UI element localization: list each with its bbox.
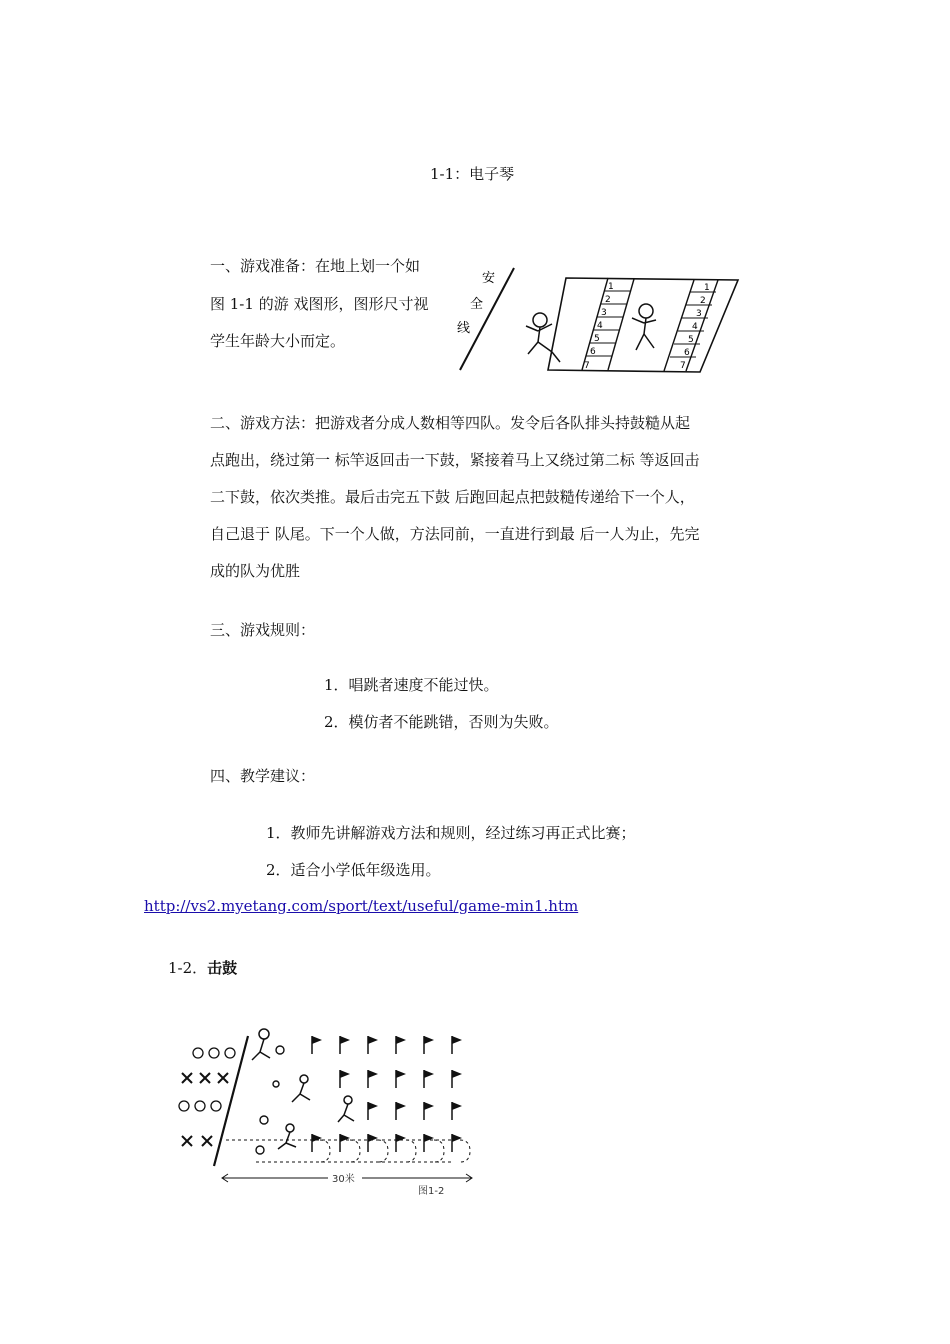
game2-heading xyxy=(168,958,237,978)
rule-1: 1．唱跳者速度不能过快。 xyxy=(324,676,499,694)
team-crosses-row-4 xyxy=(182,1136,212,1146)
flag-marker xyxy=(396,1036,406,1044)
child-figure-right xyxy=(632,304,656,350)
section1-line1: 一、游戏准备：在地上划一个如 xyxy=(210,257,421,275)
flag-marker xyxy=(368,1134,378,1142)
turn-loops xyxy=(320,1140,470,1162)
figure2-caption: 图1-2 xyxy=(418,1186,445,1197)
flag-marker xyxy=(424,1134,434,1142)
right-number-5: 5 xyxy=(688,335,694,345)
safety-label-char-2: 全 xyxy=(470,297,484,312)
right-number-4: 4 xyxy=(692,322,698,332)
right-number-7: 7 xyxy=(680,361,686,371)
game2-number: 1-2． xyxy=(168,959,208,977)
left-number-7: 7 xyxy=(584,361,590,371)
source-link[interactable]: http://vs2.myetang.com/sport/text/useful/game-min1.htm xyxy=(144,897,579,915)
flag-marker xyxy=(368,1102,378,1110)
suggestion-1: 1．教师先讲解游戏方法和规则，经过练习再正式比赛； xyxy=(266,824,636,842)
page-title: 1-1：电子琴 xyxy=(430,165,515,183)
figure-drum-game xyxy=(172,1026,482,1204)
left-number-4: 4 xyxy=(597,321,603,331)
team-circles-row-3 xyxy=(179,1101,221,1111)
right-number-6: 6 xyxy=(684,348,690,358)
start-line xyxy=(214,1036,248,1166)
flag-marker xyxy=(452,1102,462,1110)
rule-2: 2．模仿者不能跳错，否则为失败。 xyxy=(324,713,559,731)
section4-heading: 四、教学建议： xyxy=(210,767,316,785)
flag-marker xyxy=(452,1036,462,1044)
flag-marker xyxy=(368,1036,378,1044)
team-circles-row-1 xyxy=(193,1048,235,1058)
flag-marker xyxy=(340,1070,350,1078)
left-number-6: 6 xyxy=(590,347,596,357)
safety-label-char-3: 线 xyxy=(457,321,471,336)
flag-marker xyxy=(424,1102,434,1110)
section1-line2: 图 1-1 的游 戏图形，图形尺寸视 xyxy=(210,295,429,313)
section2-line5: 成的队为优胜 xyxy=(210,562,301,580)
right-number-1: 1 xyxy=(704,283,710,293)
flag-marker xyxy=(340,1036,350,1044)
section2-line2: 点跑出，绕过第一 标竿返回击一下鼓，紧接着马上又绕过第二标 等返回击 xyxy=(210,451,700,469)
flag-marker xyxy=(312,1036,322,1044)
game2-title: 击鼓 xyxy=(207,959,238,977)
right-number-3: 3 xyxy=(696,309,702,319)
section3-heading: 三、游戏规则： xyxy=(210,621,316,639)
flag-marker xyxy=(396,1134,406,1142)
section2-line1: 二、游戏方法：把游戏者分成人数相等四队。发令后各队排头持鼓糙从起 xyxy=(210,414,691,432)
drums xyxy=(256,1046,284,1154)
flag-marker xyxy=(424,1036,434,1044)
left-number-3: 3 xyxy=(601,308,607,318)
left-number-5: 5 xyxy=(594,334,600,344)
flag-marker xyxy=(452,1070,462,1078)
suggestion-2: 2．适合小学低年级选用。 xyxy=(266,861,441,879)
safety-label-char-1: 安 xyxy=(482,271,496,286)
distance-label: 30米 xyxy=(332,1174,355,1185)
flag-marker xyxy=(312,1134,322,1142)
figure-electronic-keyboard xyxy=(448,258,748,376)
flag-grid xyxy=(312,1036,462,1152)
flag-marker xyxy=(452,1134,462,1142)
team-crosses-row-2 xyxy=(182,1073,228,1083)
section2-line3: 二下鼓，依次类推。最后击完五下鼓 后跑回起点把鼓糙传递给下一个人， xyxy=(210,488,695,506)
section2-line4: 自己退于 队尾。下一个人做，方法同前，一直进行到最 后一人为止，先完 xyxy=(210,525,700,543)
section1-line3: 学生年龄大小而定。 xyxy=(210,332,346,350)
flag-marker xyxy=(396,1070,406,1078)
left-number-2: 2 xyxy=(605,295,611,305)
flag-marker xyxy=(368,1070,378,1078)
flag-marker xyxy=(396,1102,406,1110)
flag-marker xyxy=(424,1070,434,1078)
left-number-1: 1 xyxy=(608,282,614,292)
right-number-2: 2 xyxy=(700,296,706,306)
flag-marker xyxy=(340,1134,350,1142)
runner-figures xyxy=(252,1029,354,1149)
